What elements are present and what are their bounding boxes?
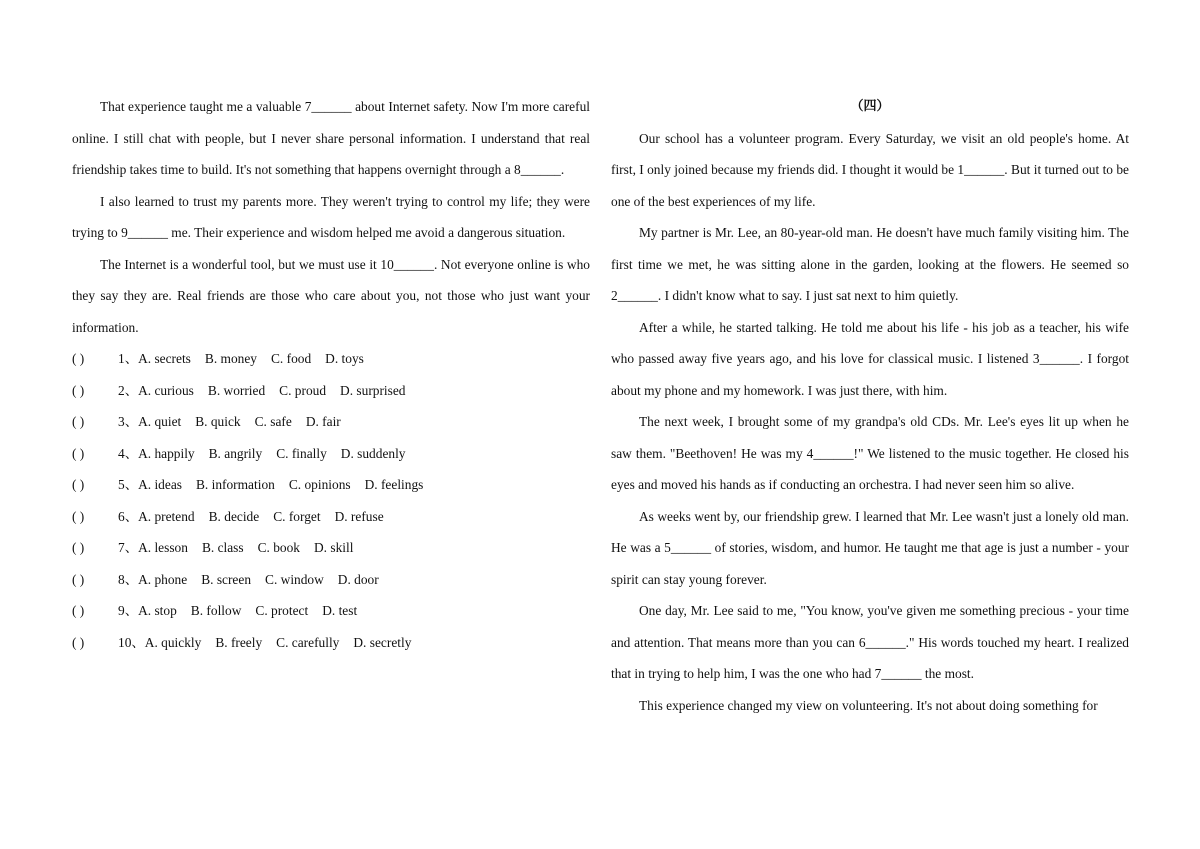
option-d: D. test: [322, 603, 358, 618]
question-item: [72, 343, 590, 375]
option-c: C. protect: [255, 603, 309, 618]
question-item: [72, 438, 590, 470]
answer-blank: ( ): [72, 571, 85, 587]
question-number: 9、: [118, 603, 139, 618]
passage-paragraph: My partner is Mr. Lee, an 80-year-old man. He doesn't have much family visiting him. The first time we met, he was sitting alone in the garden, looking at the flowers. He seemed so 2______. I didn't know what to say. I just sat next to him quietly.: [611, 225, 1129, 303]
section-title: （四）: [850, 99, 890, 114]
question-number: 5、: [118, 477, 139, 492]
option-b: B. freely: [215, 634, 263, 650]
option-a: A. curious: [138, 382, 194, 398]
question-number: 1、: [118, 351, 139, 366]
answer-blank: ( ): [72, 382, 85, 398]
option-a: A. secrets: [138, 351, 191, 366]
question-item: [72, 564, 590, 596]
option-a: A. stop: [138, 603, 177, 618]
option-b: B. decide: [208, 508, 260, 524]
option-a: A. quickly: [144, 634, 202, 650]
option-a: A. quiet: [138, 414, 182, 429]
question-item: [72, 375, 590, 407]
option-c: C. food: [270, 351, 312, 366]
passage-paragraph: The next week, I brought some of my grandpa's old CDs. Mr. Lee's eyes lit up when he saw them. "Beethoven! He was my 4______!" We listened to the music together. He closed his eyes and moved his hands as if conducting an orchestra. I had never seen him so alive.: [611, 414, 1129, 492]
option-b: B. money: [204, 351, 257, 366]
answer-blank: ( ): [72, 445, 85, 461]
option-b: B. information: [195, 477, 275, 492]
option-d: D. secretly: [353, 634, 412, 650]
option-d: D. fair: [305, 414, 341, 429]
option-d: D. surprised: [340, 382, 406, 398]
answer-blank: ( ): [72, 634, 85, 650]
option-a: A. ideas: [138, 477, 182, 492]
question-list: [72, 343, 590, 658]
option-b: B. follow: [190, 603, 242, 618]
option-a: A. pretend: [138, 508, 195, 524]
option-d: D. toys: [325, 351, 364, 366]
answer-blank: ( ): [72, 603, 85, 618]
option-c: C. forget: [273, 508, 321, 524]
option-c: C. window: [265, 571, 324, 587]
left-column: [72, 91, 590, 658]
question-number: 10、: [118, 634, 145, 650]
option-b: B. quick: [195, 414, 241, 429]
passage-paragraph: The Internet is a wonderful tool, but we must use it 10______. Not everyone online is who they say they are. Real friends are those who care about you, not those who just want your information.: [72, 256, 590, 335]
passage-paragraph: As weeks went by, our friendship grew. I learned that Mr. Lee wasn't just a lonely old man. He was a 5______ of stories, wisdom, and humor. He taught me that age is just a number - your spirit can stay young forever.: [611, 508, 1129, 587]
answer-blank: ( ): [72, 477, 85, 492]
answer-blank: ( ): [72, 540, 85, 555]
passage-paragraph: I also learned to trust my parents more. They weren't trying to control my life; they were trying to 9______ me. Their experience and wisdom helped me avoid a dangerous situation.: [72, 193, 590, 240]
question-number: 4、: [118, 445, 139, 461]
option-b: B. screen: [201, 571, 252, 587]
passage-paragraph: Our school has a volunteer program. Every Saturday, we visit an old people's home. At first, I only joined because my friends did. I thought it would be 1______. But it turned out to be one of the best experiences of my life.: [611, 130, 1129, 209]
option-a: A. phone: [138, 571, 188, 587]
option-c: C. finally: [276, 445, 327, 461]
question-item: [72, 627, 590, 659]
passage-paragraph: One day, Mr. Lee said to me, "You know, you've given me something precious - your time and attention. That means more than you can 6______." His words touched my heart. I realized that in trying to help him, I was the one who had 7______ the most.: [611, 603, 1129, 681]
option-b: B. class: [201, 540, 244, 555]
option-b: B. angrily: [208, 445, 263, 461]
option-a: A. lesson: [138, 540, 188, 555]
option-c: C. safe: [254, 414, 292, 429]
option-d: D. refuse: [334, 508, 384, 524]
question-item: [72, 595, 590, 627]
question-number: 8、: [118, 571, 139, 587]
answer-blank: ( ): [72, 508, 85, 524]
option-d: D. feelings: [364, 477, 424, 492]
option-c: C. proud: [279, 382, 327, 398]
right-column: [611, 91, 1129, 721]
option-d: D. skill: [314, 540, 354, 555]
question-number: 6、: [118, 508, 139, 524]
option-c: C. book: [257, 540, 301, 555]
answer-blank: ( ): [72, 351, 85, 366]
question-item: [72, 532, 590, 564]
option-d: D. door: [337, 571, 379, 587]
option-c: C. carefully: [276, 634, 340, 650]
question-number: 2、: [118, 382, 139, 398]
question-item: [72, 469, 590, 501]
passage-paragraph: After a while, he started talking. He told me about his life - his job as a teacher, his wife who passed away five years ago, and his love for classical music. I listened 3______. I forgot about my phone and my homework. I was just there, with him.: [611, 319, 1129, 398]
passage-paragraph: That experience taught me a valuable 7______ about Internet safety. Now I'm more careful online. I still chat with people, but I never share personal information. I understand that real friendship takes time to build. It's not something that happens overnight through a 8______.: [72, 99, 590, 177]
option-d: D. suddenly: [340, 445, 406, 461]
question-number: 7、: [118, 540, 139, 555]
question-number: 3、: [118, 414, 139, 429]
option-a: A. happily: [138, 445, 195, 461]
option-b: B. worried: [207, 382, 266, 398]
passage-paragraph: This experience changed my view on volunteering. It's not about doing something for: [639, 697, 1098, 713]
question-item: [72, 501, 590, 533]
answer-blank: ( ): [72, 414, 85, 429]
option-c: C. opinions: [288, 477, 351, 492]
question-item: [72, 406, 590, 438]
